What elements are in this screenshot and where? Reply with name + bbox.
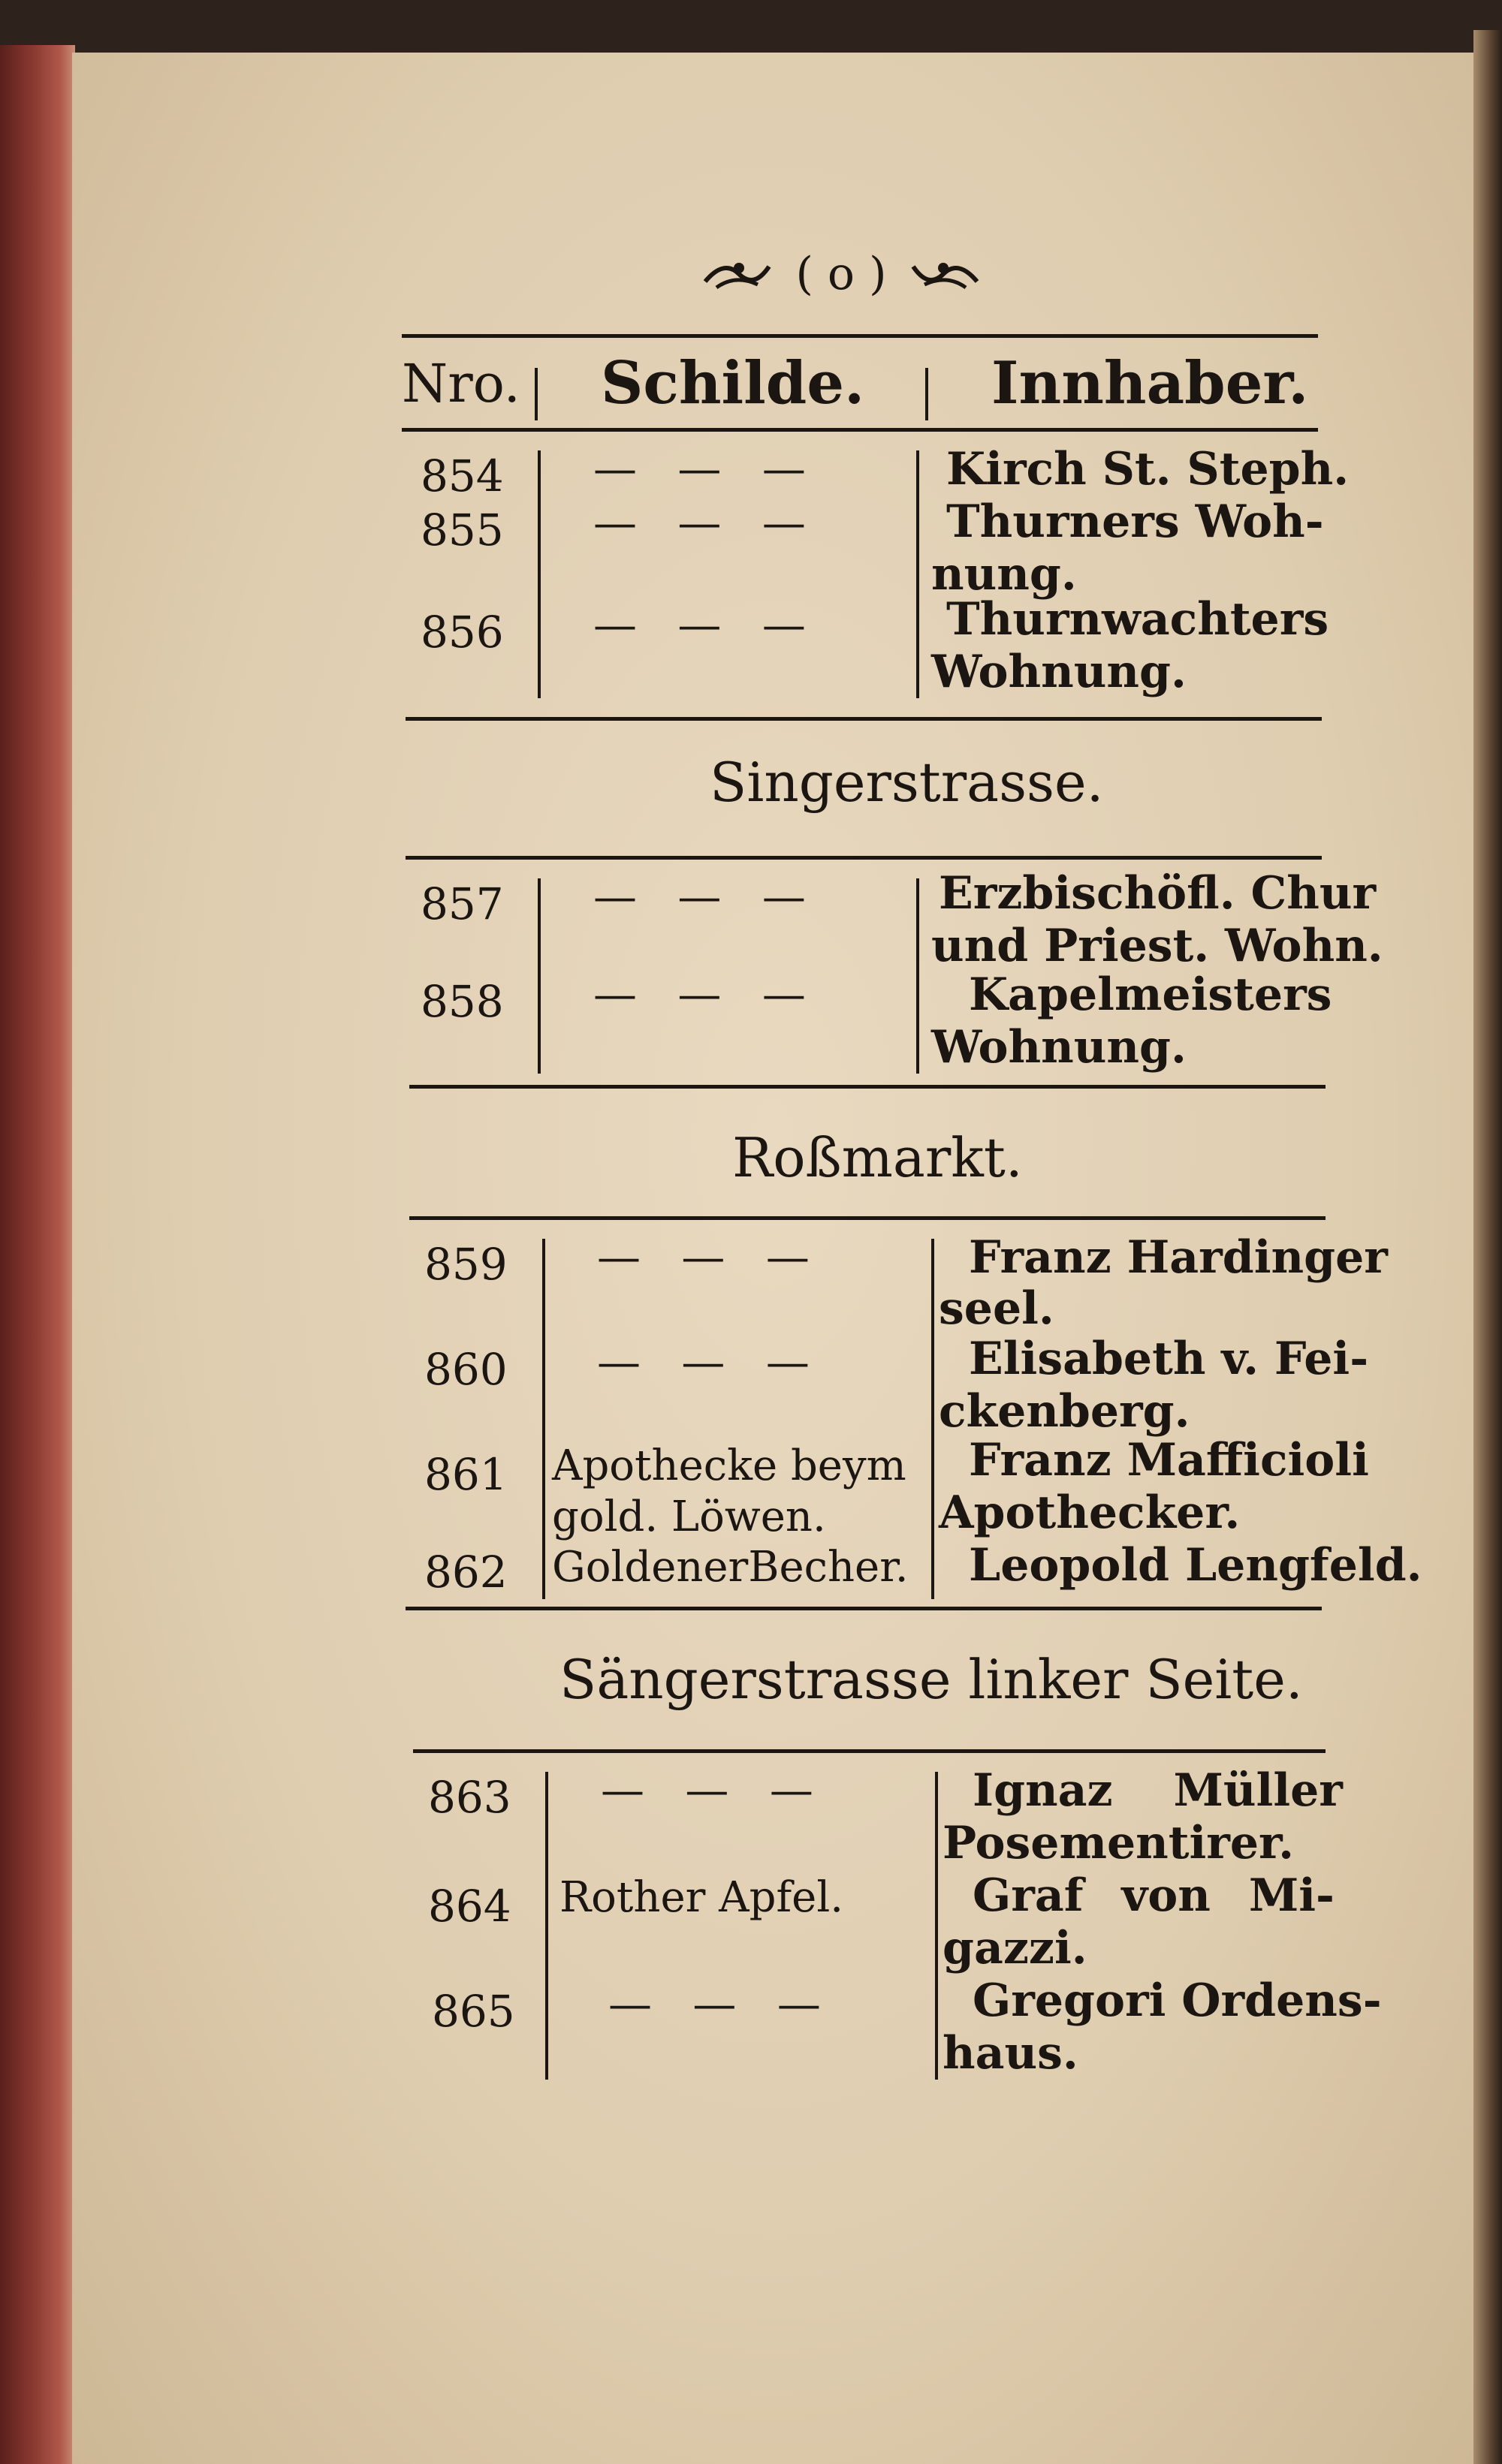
occupant: Leopold Lengfeld.	[969, 1539, 1422, 1592]
house-number: 854	[421, 450, 504, 502]
section-title: Singerstrasse.	[710, 751, 1104, 814]
sign-blank: — — —	[593, 599, 819, 650]
sign-blank: — — —	[593, 443, 819, 494]
occupant: Thurners Woh-	[946, 496, 1324, 548]
occupant: Franz Hardinger	[969, 1231, 1388, 1284]
group-rule	[406, 1607, 1322, 1610]
occupant: nung.	[931, 548, 1077, 601]
group-rule	[406, 856, 1322, 860]
sign-blank: — — —	[601, 1764, 827, 1815]
column-header-schilde: Schilde.	[601, 349, 865, 417]
shop-sign: gold. Löwen.	[552, 1493, 826, 1541]
page-header	[646, 240, 1036, 308]
occupant: und Priest. Wohn.	[931, 920, 1383, 972]
column-divider	[545, 1772, 548, 2080]
house-number: 861	[424, 1449, 508, 1500]
column-divider	[542, 1239, 545, 1599]
occupant: ckenberg.	[939, 1385, 1190, 1438]
scroll-ornament-right-icon	[909, 252, 981, 297]
house-number: 864	[428, 1881, 511, 1932]
house-number: 865	[432, 1986, 515, 2037]
header-top-rule	[402, 334, 1318, 338]
occupant: Wohnung.	[931, 646, 1187, 698]
sign-blank: — — —	[608, 1978, 834, 2029]
scroll-ornament-left-icon	[701, 252, 773, 297]
occupant: haus.	[943, 2027, 1078, 2080]
column-header-innhaber: Innhaber.	[991, 349, 1309, 417]
shop-sign: GoldenerBecher.	[552, 1543, 909, 1592]
occupant: Apothecker.	[939, 1487, 1241, 1539]
page-number: ( o )	[795, 248, 887, 300]
occupant: Posementirer.	[943, 1817, 1295, 1869]
occupant: Kapelmeisters	[969, 968, 1332, 1021]
shop-sign: Rother Apfel.	[559, 1873, 844, 1922]
sign-blank: — — —	[597, 1231, 823, 1282]
sign-blank: — — —	[597, 1336, 823, 1387]
occupant: Gregori Ordens-	[973, 1975, 1382, 2027]
column-header-nro: Nro.	[402, 353, 520, 414]
house-number: 858	[421, 976, 504, 1027]
column-divider	[538, 878, 541, 1074]
house-number: 862	[424, 1547, 508, 1598]
group-rule	[406, 717, 1322, 721]
group-rule	[409, 1216, 1326, 1220]
occupant: Elisabeth v. Fei-	[969, 1333, 1369, 1385]
occupant: Ignaz Müller	[973, 1764, 1343, 1817]
header-divider	[925, 368, 928, 420]
sign-blank: — — —	[593, 497, 819, 548]
occupant: Graf von Mi-	[973, 1869, 1335, 1922]
column-divider	[538, 450, 541, 698]
occupant: Thurnwachters	[946, 593, 1329, 646]
sign-blank: — — —	[593, 968, 819, 1020]
occupant: Wohnung.	[931, 1021, 1187, 1074]
header-divider	[535, 368, 538, 420]
house-number: 860	[424, 1344, 508, 1395]
column-divider	[916, 450, 919, 698]
occupant: Erzbischöfl. Chur	[939, 867, 1377, 920]
column-divider	[935, 1772, 938, 2080]
house-number: 856	[421, 607, 504, 658]
header-bottom-rule	[402, 428, 1318, 432]
column-divider	[931, 1239, 934, 1599]
column-divider	[916, 878, 919, 1074]
house-number: 859	[424, 1239, 508, 1290]
section-title: Roßmarkt.	[732, 1126, 1023, 1189]
occupant: gazzi.	[943, 1922, 1087, 1975]
house-number: 863	[428, 1772, 511, 1823]
section-title: Sängerstrasse linker Seite.	[559, 1648, 1303, 1711]
sign-blank: — — —	[593, 871, 819, 922]
group-rule	[413, 1749, 1326, 1753]
occupant: Kirch St. Steph.	[946, 443, 1350, 496]
group-rule	[409, 1085, 1326, 1089]
house-number: 857	[421, 878, 504, 929]
page-gutter	[1473, 30, 1502, 2464]
page-edge	[0, 45, 75, 2464]
shop-sign: Apothecke beym	[552, 1441, 906, 1490]
occupant: Franz Mafficioli	[969, 1434, 1369, 1487]
house-number: 855	[421, 505, 504, 556]
occupant: seel.	[939, 1282, 1054, 1335]
